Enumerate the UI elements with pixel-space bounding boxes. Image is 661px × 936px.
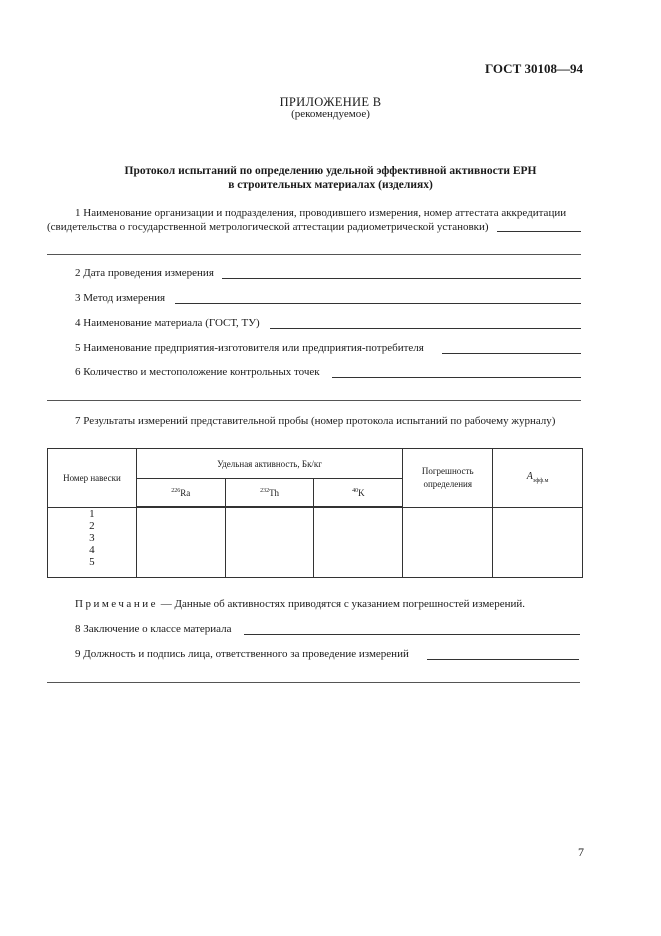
item-1-line2: (свидетельства о государственной метрологической аттестации радиометрической установки) — [47, 221, 489, 233]
header-sample-number: Номер навески — [48, 449, 137, 508]
sample-number: 2 — [89, 519, 95, 532]
item-4-label: 4 Наименование материала (ГОСТ, ТУ) — [75, 317, 260, 329]
item-2-label: 2 Дата проведения измерения — [75, 267, 214, 279]
item-3-label: 3 Метод измерения — [75, 292, 166, 304]
item-1-blank-line[interactable] — [47, 254, 581, 255]
item-1-fill-field[interactable] — [497, 231, 581, 232]
header-aeff: $A_{эфф.м}$ — [493, 449, 583, 508]
header-ra-226: $^{226}$Ra — [136, 479, 225, 508]
item-9-label: 9 Должность и подпись лица, ответственного за проведение измерений — [75, 648, 409, 660]
item-6-label: 6 Количество и местоположение контрольных точек — [75, 366, 320, 378]
results-table — [47, 448, 583, 578]
note-text: — Данные об активностях приводятся с указанием погрешностей измерений. — [157, 598, 525, 610]
item-4-fill-field[interactable] — [270, 328, 581, 329]
sample-number: 4 — [89, 543, 95, 556]
sample-number: 3 — [89, 531, 95, 544]
item-7-label: 7 Результаты измерений представительной пробы (номер протокола испытаний по рабочему журналу) — [75, 415, 556, 427]
header-th-232: $^{232}$Th — [225, 479, 314, 508]
k-values-cell[interactable] — [314, 507, 403, 578]
item-9-blank-line[interactable] — [47, 682, 580, 683]
appendix-subtitle: (рекомендуемое) — [291, 108, 370, 120]
sample-number: 5 — [89, 555, 95, 568]
note-label: Примечание — [75, 598, 158, 610]
item-5-label: 5 Наименование предприятия-изготовителя или предприятия-потребителя — [75, 342, 424, 354]
th-values-cell[interactable] — [225, 507, 314, 578]
protocol-heading-line1: Протокол испытаний по определению удельной эффективной активности ЕРН — [124, 165, 537, 177]
appendix-title: ПРИЛОЖЕНИЕ В — [279, 95, 382, 109]
header-k-40: $^{40}$K — [314, 479, 403, 508]
item-2-fill-field[interactable] — [222, 278, 581, 279]
header-specific-activity: Удельная активность, Бк/кг — [136, 449, 402, 479]
error-values-cell[interactable] — [403, 507, 493, 578]
item-6-blank-line[interactable] — [47, 400, 581, 401]
note — [75, 598, 525, 610]
item-6-fill-field[interactable] — [332, 377, 581, 378]
header-error: Погрешность определения — [403, 449, 493, 508]
protocol-heading — [0, 164, 661, 192]
item-8-fill-field[interactable] — [244, 634, 580, 635]
page-number: 7 — [578, 845, 584, 859]
protocol-heading-line2: в строительных материалах (изделиях) — [228, 179, 433, 191]
sample-number: 1 — [89, 507, 95, 520]
ra-values-cell[interactable] — [136, 507, 225, 578]
standard-number: ГОСТ 30108—94 — [484, 61, 583, 76]
item-1-line1: 1 Наименование организации и подразделения, проводившего измерения, номер аттестата аккредитации — [75, 207, 567, 219]
item-3-fill-field[interactable] — [175, 303, 581, 304]
sample-numbers-cell — [48, 507, 137, 578]
item-5-fill-field[interactable] — [442, 353, 581, 354]
item-9-fill-field[interactable] — [427, 659, 579, 660]
aeff-values-cell[interactable] — [493, 507, 583, 578]
item-8-label: 8 Заключение о классе материала — [75, 623, 232, 635]
